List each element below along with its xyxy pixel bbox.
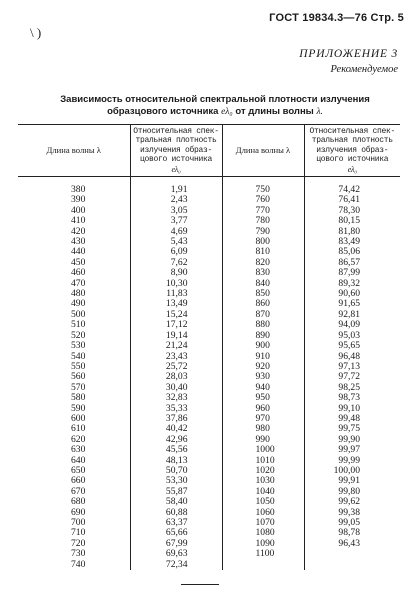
density-cell: 4,69 <box>130 227 222 237</box>
density-cell: 11,83 <box>130 289 222 299</box>
wavelength-cell: 880 <box>222 320 304 330</box>
wavelength-cell: 510 <box>71 319 86 331</box>
header-density-right <box>304 125 400 177</box>
wavelength-cell: 400 <box>71 204 86 216</box>
wavelength-cell: 910 <box>222 352 304 362</box>
wavelength-cell: 940 <box>222 383 304 393</box>
density-cell: 32,83 <box>130 393 222 403</box>
density-cell: 92,81 <box>304 310 400 320</box>
density-cell <box>304 549 400 559</box>
density-cell: 8,90 <box>130 268 222 278</box>
table-header-row <box>18 125 400 177</box>
density-cell: 96,48 <box>304 352 400 362</box>
density-cell: 94,09 <box>304 320 400 330</box>
bottom-divider <box>181 584 219 585</box>
density-cell: 100,00 <box>304 466 400 476</box>
wavelength-cell: 1080 <box>222 528 304 538</box>
wavelength-cell: 960 <box>222 404 304 414</box>
wavelength-cell: 660 <box>71 475 86 487</box>
density-cell: 99,90 <box>304 435 400 445</box>
density-cell: 87,99 <box>304 268 400 278</box>
wavelength-cell: 730 <box>71 548 86 560</box>
wavelength-cell: 410 <box>71 215 86 227</box>
wavelength-cell: 720 <box>71 537 86 549</box>
wavelength-cell: 990 <box>222 435 304 445</box>
wavelength-cell: 620 <box>71 433 86 445</box>
density-cell: 3,77 <box>130 216 222 226</box>
density-cell: 28,03 <box>130 372 222 382</box>
density-cell: 69,63 <box>130 549 222 559</box>
header-density-l3: излучения образ- <box>316 145 389 155</box>
wavelength-cell: 450 <box>71 256 86 268</box>
density-cell: 40,42 <box>130 424 222 434</box>
wavelength-cell: 970 <box>222 414 304 424</box>
table-row <box>18 393 400 403</box>
wavelength-cell: 390 <box>71 194 86 206</box>
wavelength-cell: 480 <box>71 288 86 300</box>
wavelength-cell: 1090 <box>222 539 304 549</box>
density-cell: 89,32 <box>304 279 400 289</box>
appendix-title: ПРИЛОЖЕНИЕ 3 <box>299 48 398 60</box>
wavelength-cell: 760 <box>222 195 304 205</box>
appendix-subtitle: Рекомендуемое <box>330 64 398 75</box>
density-cell: 78,30 <box>304 206 400 216</box>
density-cell: 95,03 <box>304 331 400 341</box>
density-cell: 99,80 <box>304 487 400 497</box>
density-cell: 96,43 <box>304 539 400 549</box>
density-cell: 81,80 <box>304 227 400 237</box>
density-cell: 58,40 <box>130 497 222 507</box>
density-cell: 98,78 <box>304 528 400 538</box>
wavelength-cell: 1070 <box>222 518 304 528</box>
wavelength-cell: 570 <box>71 381 86 393</box>
wavelength-cell: 700 <box>71 517 86 528</box>
wavelength-cell: 810 <box>222 247 304 257</box>
density-cell: 15,24 <box>130 310 222 320</box>
density-cell: 30,40 <box>130 383 222 393</box>
density-cell: 85,06 <box>304 247 400 257</box>
wavelength-cell: 710 <box>71 527 86 539</box>
wavelength-cell: 550 <box>71 360 86 372</box>
density-cell: 76,41 <box>304 195 400 205</box>
density-cell: 98,25 <box>304 383 400 393</box>
wavelength-cell: 790 <box>222 227 304 237</box>
wavelength-cell: 590 <box>71 402 86 414</box>
page-header: ГОСТ 19834.3—76 Стр. 5 <box>269 12 404 24</box>
density-cell: 99,97 <box>304 445 400 455</box>
density-cell: 99,38 <box>304 508 400 518</box>
wavelength-cell: 800 <box>222 237 304 247</box>
density-cell: 19,14 <box>130 331 222 341</box>
wavelength-cell: 690 <box>71 506 86 518</box>
density-cell: 13,49 <box>130 299 222 309</box>
wavelength-cell: 380 <box>71 184 86 195</box>
wavelength-cell: 1050 <box>222 497 304 507</box>
wavelength-cell: 930 <box>222 372 304 382</box>
wavelength-cell: 580 <box>71 392 86 404</box>
density-cell: 37,86 <box>130 414 222 424</box>
density-cell: 63,37 <box>130 518 222 528</box>
wavelength-cell: 560 <box>71 371 86 383</box>
density-cell: 2,43 <box>130 195 222 205</box>
density-cell: 21,24 <box>130 341 222 351</box>
wavelength-cell: 750 <box>222 177 304 196</box>
density-cell: 67,99 <box>130 539 222 549</box>
table-body <box>18 177 400 571</box>
density-cell: 99,10 <box>304 404 400 414</box>
wavelength-cell: 430 <box>71 236 86 248</box>
density-cell: 86,57 <box>304 258 400 268</box>
header-density-l3: излучения образ- <box>139 145 212 155</box>
wavelength-cell: 490 <box>71 298 86 310</box>
table-row <box>18 341 400 351</box>
table-title-lambda: λ. <box>316 107 323 117</box>
table-title-line1: Зависимость относительной спектральной плотности излучения <box>60 94 370 105</box>
wavelength-cell: 780 <box>222 216 304 226</box>
density-cell: 65,66 <box>130 528 222 538</box>
density-cell: 80,15 <box>304 216 400 226</box>
density-cell: 17,12 <box>130 320 222 330</box>
wavelength-cell: 650 <box>71 464 86 476</box>
density-cell: 42,96 <box>130 435 222 445</box>
density-cell: 53,30 <box>130 476 222 486</box>
wavelength-cell <box>222 560 304 570</box>
wavelength-cell: 840 <box>222 279 304 289</box>
wavelength-cell: 540 <box>71 350 86 362</box>
header-density-l1: Относительная спек- <box>133 126 219 136</box>
wavelength-cell: 850 <box>222 289 304 299</box>
density-cell: 23,43 <box>130 352 222 362</box>
density-cell: 6,09 <box>130 247 222 257</box>
density-cell: 97,13 <box>304 362 400 372</box>
table-title-mid: от длины волны <box>235 106 314 117</box>
density-cell: 99,05 <box>304 518 400 528</box>
wavelength-cell: 680 <box>71 496 86 508</box>
density-cell: 72,34 <box>130 560 222 570</box>
wavelength-cell: 1000 <box>222 445 304 455</box>
wavelength-cell: 920 <box>222 362 304 372</box>
density-cell: 7,62 <box>130 258 222 268</box>
wavelength-cell: 530 <box>71 340 86 352</box>
wavelength-cell: 420 <box>71 225 86 237</box>
density-cell <box>304 560 400 570</box>
wavelength-cell: 890 <box>222 331 304 341</box>
header-wavelength-left: Длина волны λ <box>18 125 130 177</box>
wavelength-cell: 500 <box>71 308 86 320</box>
table-title-pre: образцового источника <box>107 106 219 117</box>
spectral-density-table <box>18 124 400 570</box>
wavelength-cell: 610 <box>71 423 86 435</box>
density-cell: 55,87 <box>130 487 222 497</box>
wavelength-cell: 1010 <box>222 456 304 466</box>
wavelength-cell: 1100 <box>222 549 304 559</box>
wavelength-cell: 600 <box>71 412 86 424</box>
table-row <box>18 177 400 196</box>
header-wavelength-right: Длина волны λ <box>222 125 304 177</box>
density-cell: 90,60 <box>304 289 400 299</box>
header-density-l4: цового источника <box>316 155 389 165</box>
density-cell: 50,70 <box>130 466 222 476</box>
header-density-l2: тральная плотность <box>311 136 393 146</box>
wavelength-cell: 1060 <box>222 508 304 518</box>
table-row <box>18 445 400 455</box>
wavelength-cell: 740 <box>71 558 86 570</box>
density-cell: 1,91 <box>130 177 222 196</box>
header-density-l2: тральная плотность <box>135 136 217 146</box>
header-density-l5: eλ₀ <box>171 164 181 174</box>
corner-mark: \ ) <box>30 25 42 40</box>
wavelength-cell: 870 <box>222 310 304 320</box>
wavelength-cell: 900 <box>222 341 304 351</box>
density-cell: 35,33 <box>130 404 222 414</box>
header-density-l1: Относительная спек- <box>309 126 395 136</box>
density-cell: 91,65 <box>304 299 400 309</box>
density-cell: 3,05 <box>130 206 222 216</box>
wavelength-cell: 1040 <box>222 487 304 497</box>
wavelength-cell: 470 <box>71 277 86 289</box>
table-title <box>40 94 390 118</box>
wavelength-cell: 770 <box>222 206 304 216</box>
density-cell: 45,56 <box>130 445 222 455</box>
wavelength-cell: 980 <box>222 424 304 434</box>
header-density-left <box>130 125 222 177</box>
header-density-l5: eλ₀ <box>347 164 357 174</box>
wavelength-cell: 440 <box>71 246 86 258</box>
table-title-symbol: eλ₀ <box>221 107 233 117</box>
density-cell: 48,13 <box>130 456 222 466</box>
density-cell: 97,72 <box>304 372 400 382</box>
density-cell: 25,72 <box>130 362 222 372</box>
density-cell: 5,43 <box>130 237 222 247</box>
wavelength-cell: 520 <box>71 329 86 341</box>
density-cell: 10,30 <box>130 279 222 289</box>
wavelength-cell: 460 <box>71 267 86 279</box>
wavelength-cell: 830 <box>222 268 304 278</box>
wavelength-cell: 820 <box>222 258 304 268</box>
table-title-line2 <box>40 106 390 118</box>
wavelength-cell: 1020 <box>222 466 304 476</box>
wavelength-cell: 1030 <box>222 476 304 486</box>
density-cell: 95,65 <box>304 341 400 351</box>
density-cell: 74,42 <box>304 177 400 196</box>
density-cell: 99,75 <box>304 424 400 434</box>
wavelength-cell: 670 <box>71 485 86 497</box>
density-cell: 99,99 <box>304 456 400 466</box>
wavelength-cell: 950 <box>222 393 304 403</box>
table-row <box>18 560 400 570</box>
density-cell: 99,48 <box>304 414 400 424</box>
header-density-l4: цового источника <box>139 155 212 165</box>
density-cell: 83,49 <box>304 237 400 247</box>
density-cell: 99,62 <box>304 497 400 507</box>
wavelength-cell: 860 <box>222 299 304 309</box>
wavelength-cell: 640 <box>71 454 86 466</box>
density-cell: 60,88 <box>130 508 222 518</box>
wavelength-cell: 630 <box>71 444 86 456</box>
density-cell: 98,73 <box>304 393 400 403</box>
density-cell: 99,91 <box>304 476 400 486</box>
